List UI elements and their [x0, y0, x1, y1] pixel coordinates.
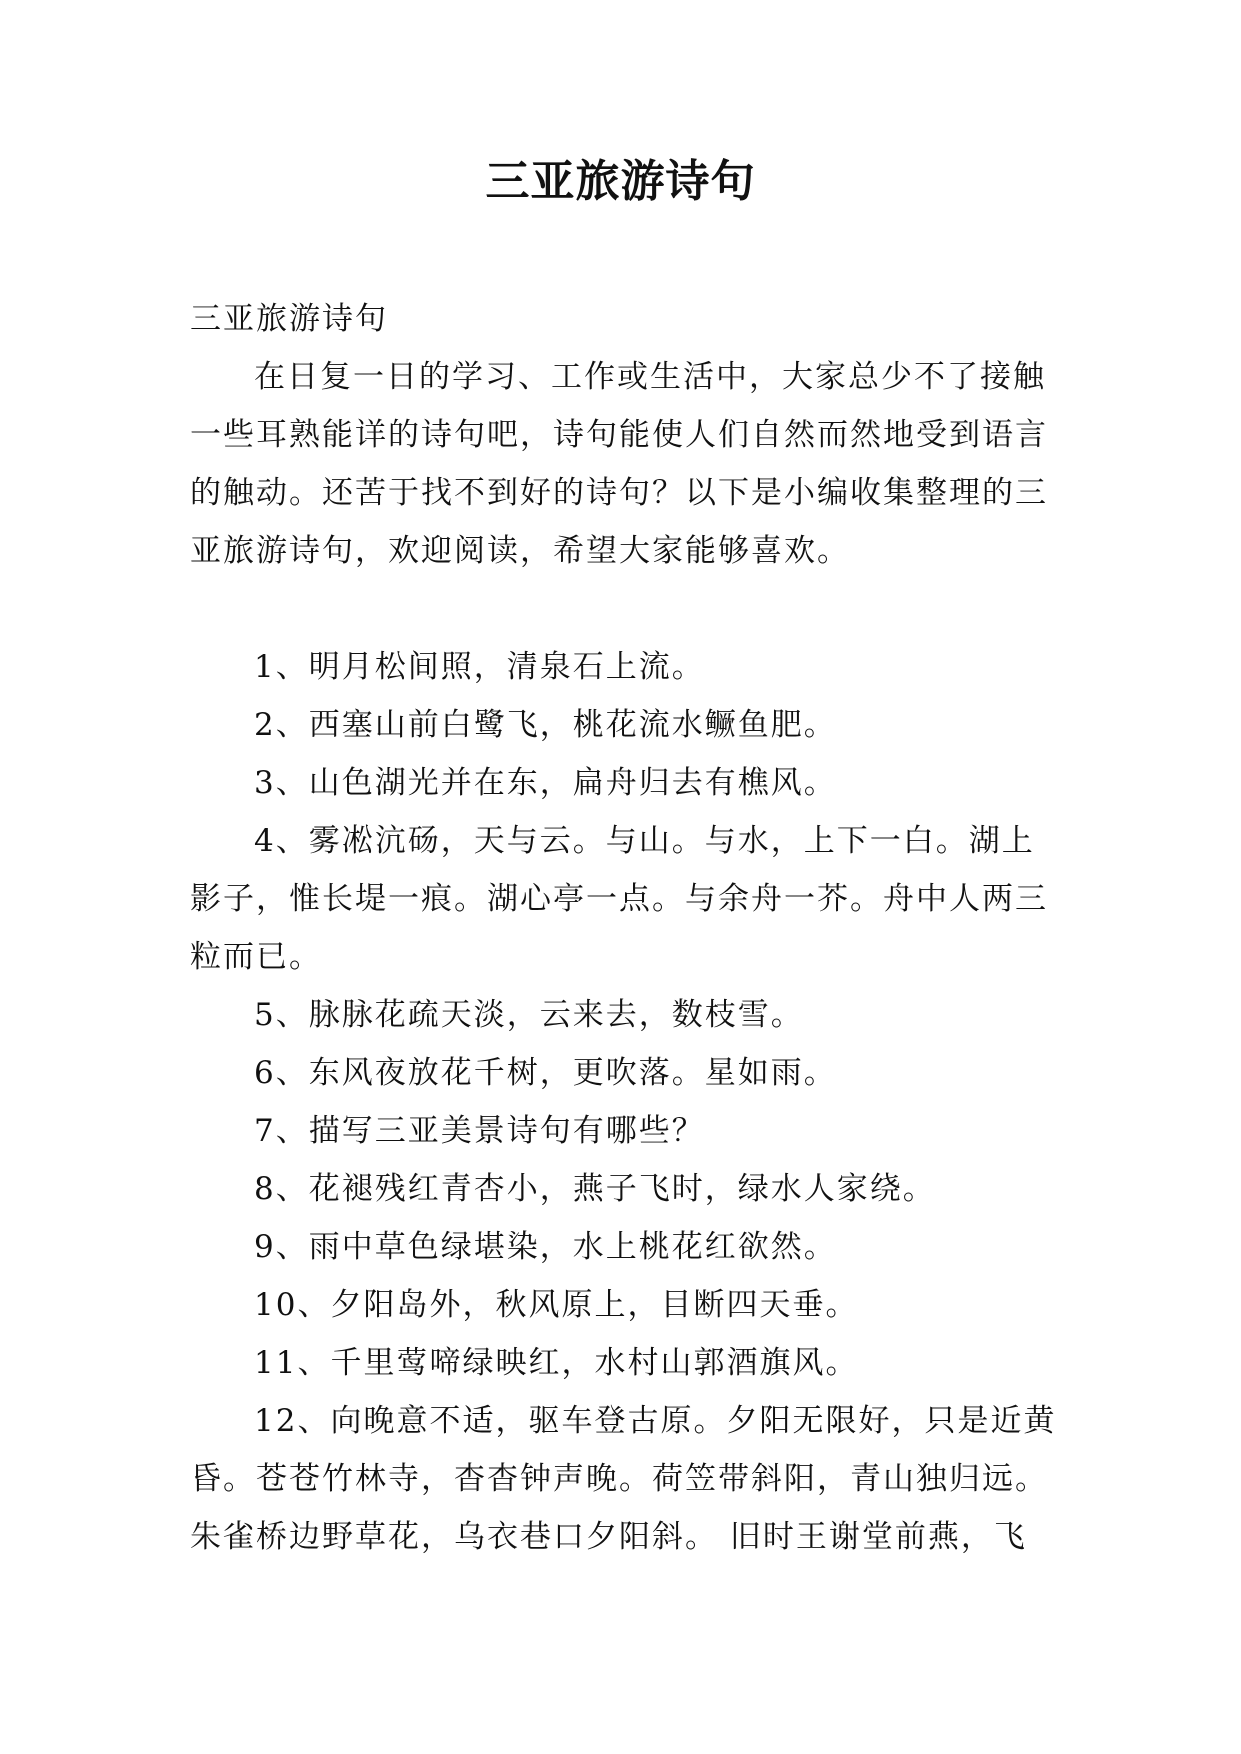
poem-line: 昏。苍苍竹林寺，杳杳钟声晚。荷笠带斜阳，青山独归远。	[190, 1461, 1048, 1497]
poem-line: 10、夕阳岛外，秋风原上，目断四天垂。	[254, 1287, 859, 1323]
document-body	[190, 290, 1070, 1566]
poem-line: 5、脉脉花疏天淡，云来去，数枝雪。	[254, 997, 804, 1033]
poem-item-7	[190, 1102, 1070, 1160]
intro-line: 一些耳熟能详的诗句吧，诗句能使人们自然而然地受到语言	[190, 417, 1048, 453]
poem-item-8	[190, 1160, 1070, 1218]
paragraph-gap	[190, 580, 1070, 638]
poem-item-10	[190, 1276, 1070, 1334]
poem-line: 7、描写三亚美景诗句有哪些？	[254, 1113, 705, 1149]
section-heading: 三亚旅游诗句	[190, 301, 388, 337]
poem-line: 朱雀桥边野草花，乌衣巷口夕阳斜。 旧时王谢堂前燕，飞	[190, 1519, 1027, 1555]
intro-line: 的触动。还苦于找不到好的诗句？以下是小编收集整理的三	[190, 475, 1048, 511]
poem-item-2	[190, 696, 1070, 754]
intro-paragraph	[190, 348, 1070, 580]
intro-line: 亚旅游诗句，欢迎阅读，希望大家能够喜欢。	[190, 533, 850, 569]
document-title: 三亚旅游诗句	[485, 156, 756, 207]
poem-line: 4、雾凇沆砀，天与云。与山。与水，上下一白。湖上	[254, 823, 1035, 859]
poem-item-6	[190, 1044, 1070, 1102]
poem-item-3	[190, 754, 1070, 812]
poem-line: 6、东风夜放花千树，更吹落。星如雨。	[254, 1055, 837, 1091]
poem-line: 12、向晚意不适，驱车登古原。夕阳无限好，只是近黄	[254, 1403, 1057, 1439]
poem-line: 9、雨中草色绿堪染，水上桃花红欲然。	[254, 1229, 837, 1265]
poem-line: 影子，惟长堤一痕。湖心亭一点。与余舟一芥。舟中人两三	[190, 881, 1048, 917]
poem-line: 2、西塞山前白鹭飞，桃花流水鳜鱼肥。	[254, 707, 837, 743]
poem-item-11	[190, 1334, 1070, 1392]
intro-line: 在日复一日的学习、工作或生活中，大家总少不了接触	[254, 359, 1046, 395]
poem-item-9	[190, 1218, 1070, 1276]
poem-item-12	[190, 1392, 1070, 1566]
poem-line: 3、山色湖光并在东，扁舟归去有樵风。	[254, 765, 837, 801]
poem-line: 粒而已。	[190, 939, 322, 975]
poem-line: 11、千里莺啼绿映红，水村山郭酒旗风。	[254, 1345, 859, 1381]
poem-item-4	[190, 812, 1070, 986]
poem-item-1	[190, 638, 1070, 696]
poem-line: 8、花褪残红青杏小，燕子飞时，绿水人家绕。	[254, 1171, 936, 1207]
poem-item-5	[190, 986, 1070, 1044]
poem-line: 1、明月松间照，清泉石上流。	[254, 649, 705, 685]
